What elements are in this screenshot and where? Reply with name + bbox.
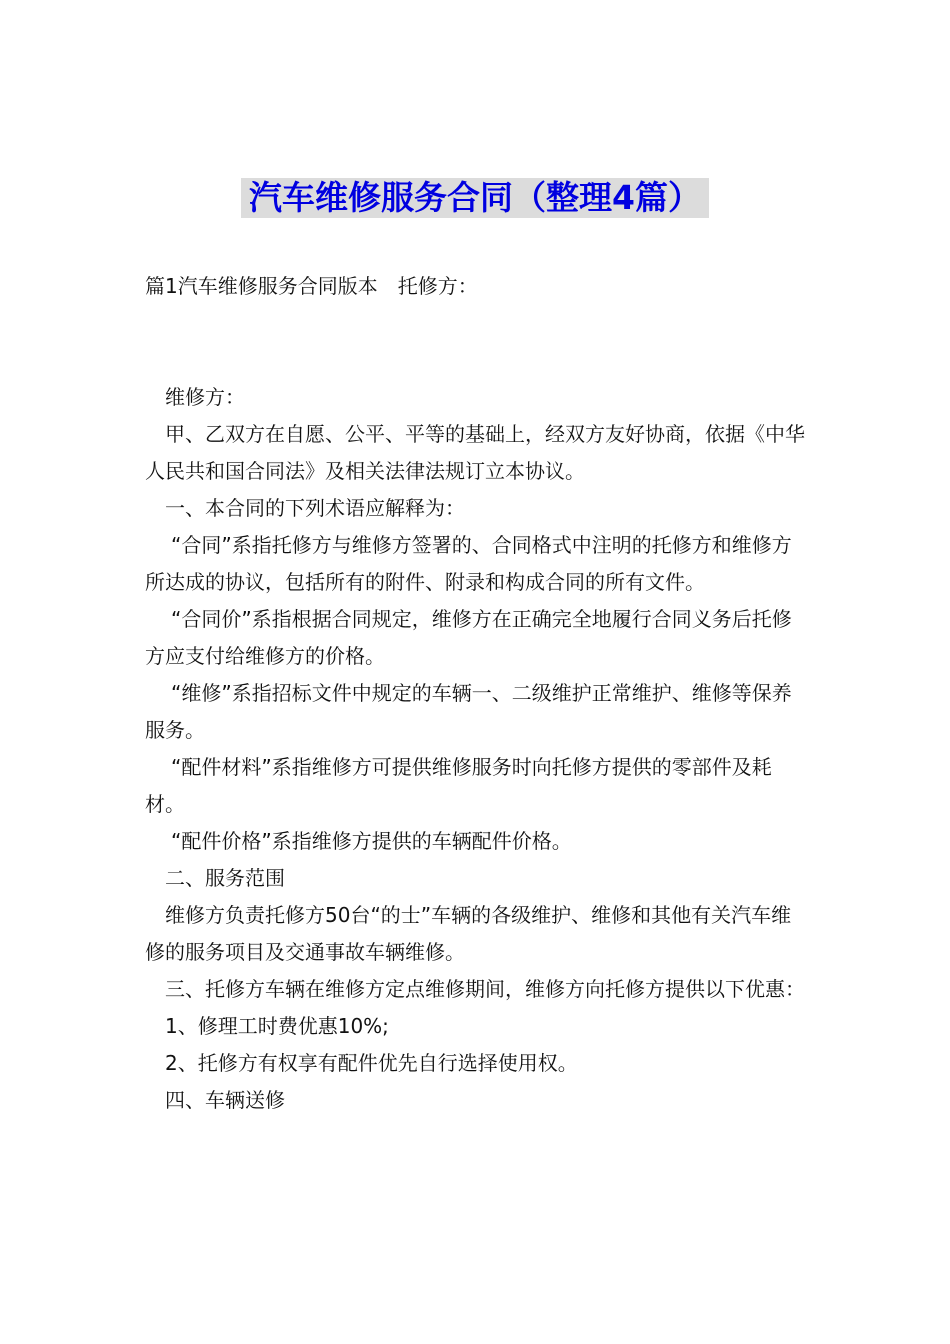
paragraph: “合同”系指托修方与维修方签署的、合同格式中注明的托修方和维修方所达成的协议，包括所有的附件、附录和构成合同的所有文件。	[145, 533, 792, 594]
paragraph: “维修”系指招标文件中规定的车辆一、二级维护正常维护、维修等保养服务。	[145, 681, 792, 742]
paragraph: 四、车辆送修	[165, 1088, 285, 1112]
section-subheading: 篇1汽车维修服务合同版本 托修方：	[145, 274, 478, 298]
paragraph: 甲、乙双方在自愿、公平、平等的基础上，经双方友好协商，依据《中华人民共和国合同法》及相关法律法规订立本协议。	[145, 422, 805, 483]
paragraph: 维修方负责托修方50台“的士”车辆的各级维护、维修和其他有关汽车维修的服务项目及交通事故车辆维修。	[145, 903, 792, 964]
paragraph: “合同价”系指根据合同规定，维修方在正确完全地履行合同义务后托修方应支付给维修方的价格。	[145, 607, 792, 668]
paragraph: 2、托修方有权享有配件优先自行选择使用权。	[165, 1051, 578, 1075]
paragraph: “配件材料”系指维修方可提供维修服务时向托修方提供的零部件及耗材。	[145, 755, 772, 816]
paragraph: 1、修理工时费优惠10%;	[165, 1014, 389, 1038]
paragraph: 二、服务范围	[165, 866, 285, 890]
paragraph: 三、托修方车辆在维修方定点维修期间，维修方向托修方提供以下优惠：	[165, 977, 805, 1001]
paragraph: 一、本合同的下列术语应解释为：	[165, 496, 465, 520]
paragraph: 维修方：	[165, 385, 245, 409]
document-body	[145, 379, 809, 1119]
document-title: 汽车维修服务合同（整理4篇）	[241, 178, 709, 218]
title-container	[0, 178, 950, 218]
paragraph: “配件价格”系指维修方提供的车辆配件价格。	[171, 829, 572, 853]
